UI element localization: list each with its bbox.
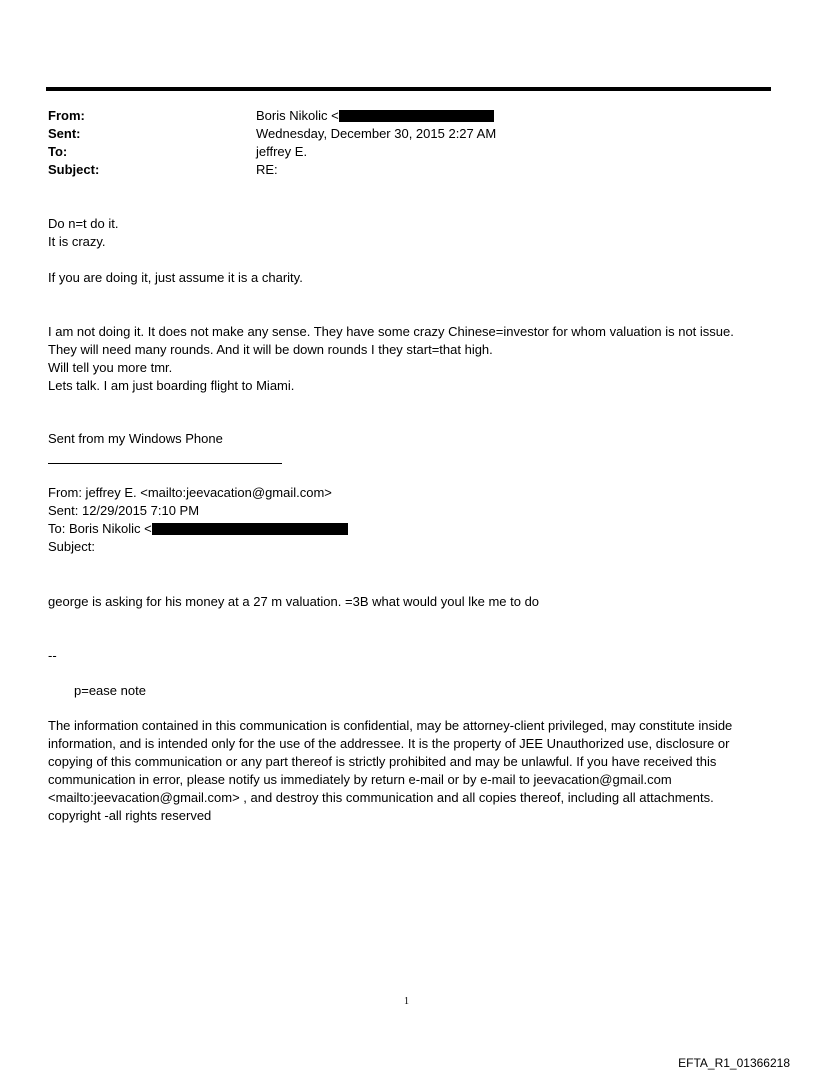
from-label: From: [48,108,85,123]
bates-number: EFTA_R1_01366218 [678,1056,790,1070]
redaction-box [152,523,348,535]
subject-value: RE: [256,162,278,177]
subject-label: Subject: [48,162,100,177]
body-line: They will need many rounds. And it will be down rounds I they start=that high. [48,342,493,357]
body-line: Do n=t do it. [48,216,119,231]
body-line: Will tell you more tmr. [48,360,173,375]
quoted-sent: Sent: 12/29/2015 7:10 PM [48,503,200,518]
quoted-to: To: Boris Nikolic < [48,520,348,538]
disclaimer: The information contained in this communication is confidential, may be attorney-client privileged, may constitute inside information, and is intended only for the use of the addressee. It is the property of JEE Unauthorized use, disclosure or copying of this communication or any part thereof is strictly prohibited and may be unlawful. If you have received this communication in error, please notify us immediately by return e-mail or by e-mail to jeevacation@gmail.com <mailto:jeevacation@gmail.com> , and destroy this communication and all copies thereof, including all attachments. copyright -all rights reserved [48,718,733,823]
signature-dashes: -- [48,648,57,663]
sent-label: Sent: [48,126,81,141]
quoted-message: george is asking for his money at a 27 m valuation. =3B what would youl lke me to do [48,594,540,609]
quoted-from: From: jeffrey E. <mailto:jeevacation@gmail.com> [48,485,332,500]
quoted-subject: Subject: [48,539,95,554]
body-line: Lets talk. I am just boarding flight to Miami. [48,378,295,393]
body-line: If you are doing it, just assume it is a charity. [48,270,303,285]
page-number: 1 [404,996,409,1007]
sent-value: Wednesday, December 30, 2015 2:27 AM [256,126,497,141]
ease-note: p=ease note [74,683,146,698]
signature: Sent from my Windows Phone [48,431,223,446]
from-value: Boris Nikolic < [256,107,494,125]
header-rule [46,87,771,91]
to-label: To: [48,144,68,159]
body-line: It is crazy. [48,234,106,249]
redaction-box [339,110,494,122]
body-line: I am not doing it. It does not make any sense. They have some crazy Chinese=investor for whom valuation is not issue. [48,324,734,339]
to-value: jeffrey E. [256,144,308,159]
signature-divider [48,463,282,464]
